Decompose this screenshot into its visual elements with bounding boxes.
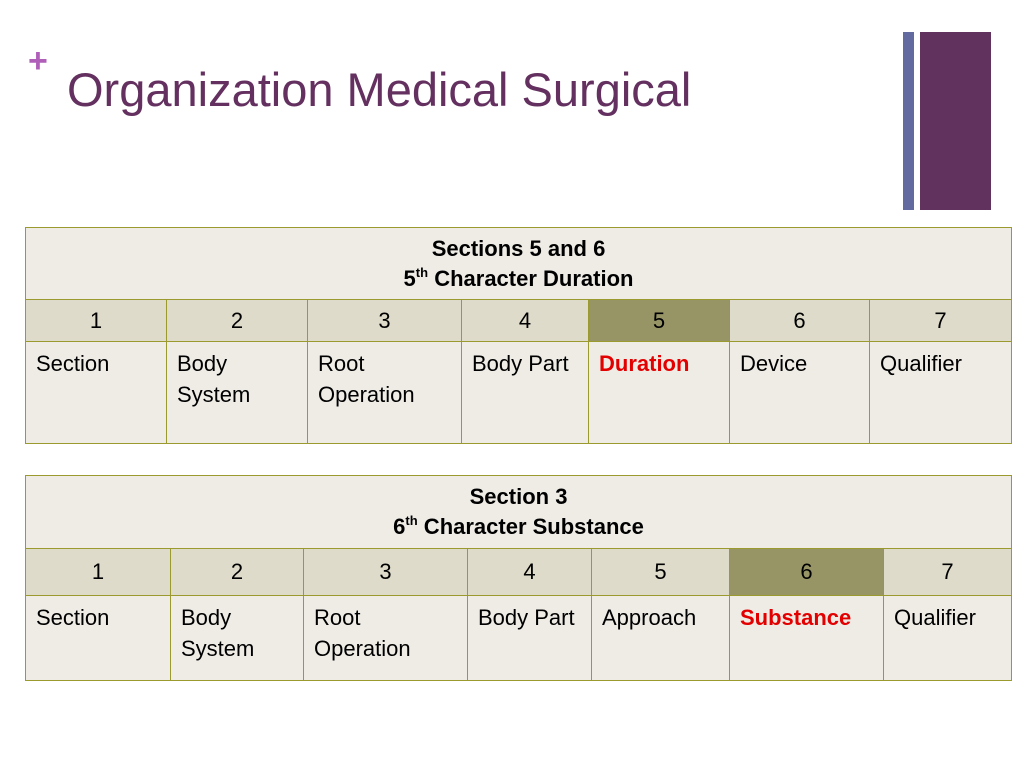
duration-character-table (25, 227, 1012, 444)
character-number: 3 (308, 300, 462, 342)
character-label: Section (26, 596, 171, 681)
plus-icon: + (28, 42, 48, 80)
character-label-highlighted: Duration (589, 342, 730, 444)
character-number: 2 (167, 300, 308, 342)
character-number: 5 (592, 549, 730, 596)
character-label: Body System (171, 596, 304, 681)
header-ordinal: 6 (393, 514, 406, 539)
character-label: Section (26, 342, 167, 444)
header-line-2 (26, 512, 1011, 542)
header-ordinal-suffix: th (405, 513, 418, 528)
character-label: Device (730, 342, 870, 444)
character-label: Approach (592, 596, 730, 681)
character-number: 1 (26, 549, 171, 596)
header-ordinal: 5 (403, 265, 416, 291)
character-label-highlighted: Substance (730, 596, 884, 681)
character-label: Qualifier (884, 596, 1012, 681)
character-number: 4 (462, 300, 589, 342)
header-ordinal-suffix: th (415, 264, 429, 280)
character-number: 7 (870, 300, 1012, 342)
character-number: 7 (884, 549, 1012, 596)
header-line-1: Sections 5 and 6 (431, 235, 606, 261)
character-label: Body Part (462, 342, 589, 444)
substance-character-table (25, 475, 1012, 681)
character-number-highlighted: 6 (730, 549, 884, 596)
table-header (26, 228, 1012, 300)
slide-title: Organization Medical Surgical (67, 63, 692, 116)
character-number-highlighted: 5 (589, 300, 730, 342)
character-label: Root Operation (304, 596, 468, 681)
character-number: 6 (730, 300, 870, 342)
character-label: Qualifier (870, 342, 1012, 444)
character-number: 4 (468, 549, 592, 596)
character-number: 2 (171, 549, 304, 596)
decorative-bar-thick (920, 32, 991, 210)
header-text: Character Substance (417, 514, 644, 539)
character-number: 1 (26, 300, 167, 342)
table-header (26, 476, 1012, 549)
decorative-bar-thin (903, 32, 914, 210)
header-text: Character Duration (428, 265, 634, 291)
character-label: Body System (167, 342, 308, 444)
header-line-2 (26, 264, 1011, 294)
character-number: 3 (304, 549, 468, 596)
header-line-1: Section 3 (469, 484, 568, 509)
character-label: Root Operation (308, 342, 462, 444)
character-label: Body Part (468, 596, 592, 681)
